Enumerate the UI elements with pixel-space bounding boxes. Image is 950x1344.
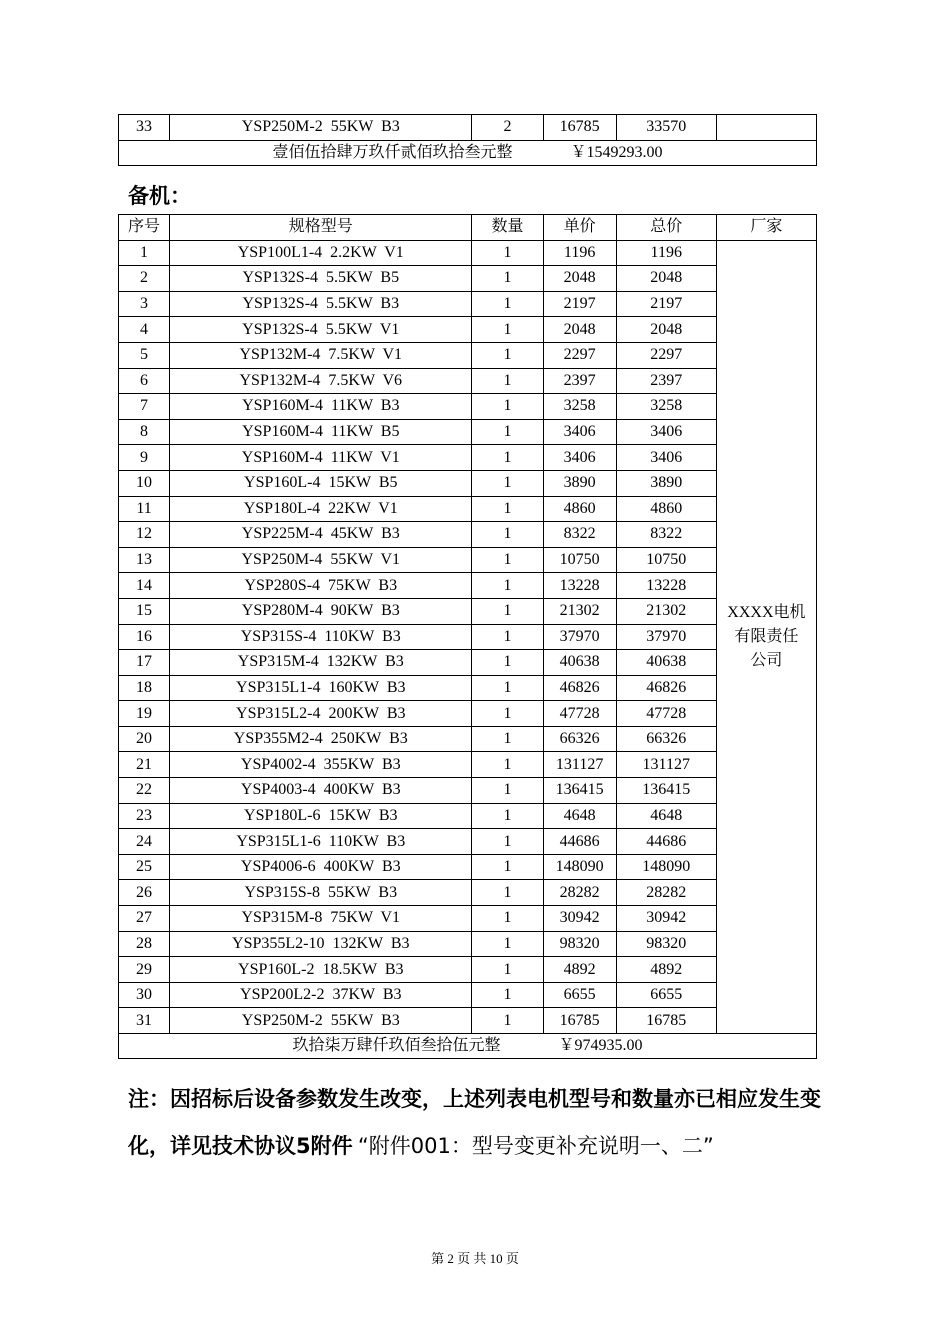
line-total: 6655	[616, 982, 716, 1008]
spare-table-body	[119, 240, 817, 1058]
row-number: 30	[119, 982, 170, 1008]
line-total: 37970	[616, 624, 716, 650]
table-header-row	[119, 215, 817, 241]
quantity: 1	[472, 240, 543, 266]
model-spec: YSP132S-4 5.5KW B5	[170, 266, 472, 292]
quantity: 1	[472, 342, 543, 368]
table-row	[119, 957, 817, 983]
line-total: 46826	[616, 675, 716, 701]
row-number: 16	[119, 624, 170, 650]
manufacturer-name: XXXX电机有限责任公司	[716, 240, 816, 1033]
model-spec: YSP4006-6 400KW B3	[170, 854, 472, 880]
model-spec: YSP160M-4 11KW V1	[170, 445, 472, 471]
model-spec: YSP180L-4 22KW V1	[170, 496, 472, 522]
unit-price: 13228	[543, 573, 616, 599]
quantity: 1	[472, 752, 543, 778]
header-manufacturer: 厂家	[716, 215, 816, 241]
model-spec: YSP160M-4 11KW B3	[170, 394, 472, 420]
line-total: 3890	[616, 470, 716, 496]
model-spec: YSP160M-4 11KW B5	[170, 419, 472, 445]
unit-price: 3406	[543, 419, 616, 445]
note-attachment-ref: “附件001：型号变更补充说明一、二”	[357, 1134, 714, 1158]
table-row	[119, 573, 817, 599]
quantity: 1	[472, 931, 543, 957]
unit-price: 40638	[543, 650, 616, 676]
note-paragraph	[128, 1076, 848, 1170]
line-total: 3406	[616, 419, 716, 445]
row-number: 12	[119, 522, 170, 548]
model-spec: YSP355L2-10 132KW B3	[170, 931, 472, 957]
row-number: 17	[119, 650, 170, 676]
unit-price: 6655	[543, 982, 616, 1008]
row-number: 15	[119, 598, 170, 624]
model-spec: YSP100L1-4 2.2KW V1	[170, 240, 472, 266]
model-spec: YSP160L-2 18.5KW B3	[170, 957, 472, 983]
model-spec: YSP4003-4 400KW B3	[170, 778, 472, 804]
table-row	[119, 496, 817, 522]
table-row	[119, 419, 817, 445]
header-model: 规格型号	[170, 215, 472, 241]
table-row	[119, 598, 817, 624]
unit-price: 131127	[543, 752, 616, 778]
table-row	[119, 701, 817, 727]
table-row	[119, 317, 817, 343]
quantity: 1	[472, 803, 543, 829]
unit-price: 47728	[543, 701, 616, 727]
row-number: 11	[119, 496, 170, 522]
table-row	[119, 931, 817, 957]
quantity: 1	[472, 522, 543, 548]
row-number: 6	[119, 368, 170, 394]
model-spec: YSP200L2-2 37KW B3	[170, 982, 472, 1008]
row-number: 20	[119, 726, 170, 752]
spare-equipment-table	[118, 214, 817, 1059]
model-spec: YSP315M-4 132KW B3	[170, 650, 472, 676]
row-number: 3	[119, 291, 170, 317]
quantity: 1	[472, 829, 543, 855]
row-number: 22	[119, 778, 170, 804]
page-number: 第 2 页 共 10 页	[431, 1251, 519, 1266]
line-total: 2048	[616, 266, 716, 292]
model-spec: YSP132S-4 5.5KW B3	[170, 291, 472, 317]
row-number: 27	[119, 906, 170, 932]
quantity: 1	[472, 854, 543, 880]
quantity: 1	[472, 419, 543, 445]
model-spec: YSP355M2-4 250KW B3	[170, 726, 472, 752]
manufacturer-cell	[716, 115, 816, 141]
header-unit-price: 单价	[543, 215, 616, 241]
total-amount-words: 壹佰伍拾肆万玖仟贰佰玖拾叁元整	[272, 143, 513, 161]
table-row	[119, 752, 817, 778]
total-amount-words: 玖拾柒万肆仟玖佰叁拾伍元整	[292, 1037, 501, 1054]
model-spec: YSP250M-4 55KW V1	[170, 547, 472, 573]
table-row	[119, 624, 817, 650]
line-total: 2048	[616, 317, 716, 343]
quantity: 1	[472, 982, 543, 1008]
table-row	[119, 880, 817, 906]
table-row	[119, 240, 817, 266]
row-number: 29	[119, 957, 170, 983]
table-row	[119, 1008, 817, 1034]
row-number: 10	[119, 470, 170, 496]
unit-price: 30942	[543, 906, 616, 932]
quantity: 1	[472, 1008, 543, 1034]
line-total: 30942	[616, 906, 716, 932]
line-total: 4892	[616, 957, 716, 983]
unit-price: 2397	[543, 368, 616, 394]
quantity: 1	[472, 880, 543, 906]
quantity: 1	[472, 778, 543, 804]
model-spec: YSP132M-4 7.5KW V6	[170, 368, 472, 394]
table-row	[119, 547, 817, 573]
row-number: 25	[119, 854, 170, 880]
line-total: 2297	[616, 342, 716, 368]
unit-price: 66326	[543, 726, 616, 752]
quantity: 1	[472, 266, 543, 292]
table-row	[119, 115, 817, 141]
line-total: 3406	[616, 445, 716, 471]
unit-price: 3258	[543, 394, 616, 420]
unit-price: 8322	[543, 522, 616, 548]
unit-price: 28282	[543, 880, 616, 906]
unit-price: 2048	[543, 266, 616, 292]
row-number: 26	[119, 880, 170, 906]
row-number: 14	[119, 573, 170, 599]
unit-price: 16785	[543, 115, 616, 141]
model-spec: YSP280M-4 90KW B3	[170, 598, 472, 624]
table-row	[119, 675, 817, 701]
table-row	[119, 522, 817, 548]
table-row	[119, 394, 817, 420]
model-spec: YSP250M-2 55KW B3	[170, 115, 472, 141]
section-heading: 备机：	[128, 184, 191, 208]
line-total: 28282	[616, 880, 716, 906]
quantity: 1	[472, 291, 543, 317]
grand-total-row	[119, 1034, 817, 1059]
quantity: 1	[472, 317, 543, 343]
line-total: 47728	[616, 701, 716, 727]
row-number: 4	[119, 317, 170, 343]
main-equipment-table-tail	[118, 114, 817, 166]
unit-price: 136415	[543, 778, 616, 804]
line-total: 40638	[616, 650, 716, 676]
line-total: 10750	[616, 547, 716, 573]
grand-total-cell	[119, 1034, 817, 1059]
row-number: 2	[119, 266, 170, 292]
unit-price: 4892	[543, 957, 616, 983]
unit-price: 2048	[543, 317, 616, 343]
quantity: 1	[472, 957, 543, 983]
unit-price: 4860	[543, 496, 616, 522]
line-total: 33570	[616, 115, 716, 141]
unit-price: 21302	[543, 598, 616, 624]
table-row	[119, 445, 817, 471]
line-total: 16785	[616, 1008, 716, 1034]
table-row	[119, 266, 817, 292]
quantity: 1	[472, 701, 543, 727]
line-total: 1196	[616, 240, 716, 266]
quantity: 1	[472, 470, 543, 496]
model-spec: YSP180L-6 15KW B3	[170, 803, 472, 829]
row-number: 21	[119, 752, 170, 778]
row-number: 19	[119, 701, 170, 727]
table-row	[119, 803, 817, 829]
quantity: 1	[472, 445, 543, 471]
model-spec: YSP315S-8 55KW B3	[170, 880, 472, 906]
row-number: 5	[119, 342, 170, 368]
grand-total-row	[119, 140, 817, 165]
line-total: 4648	[616, 803, 716, 829]
line-total: 148090	[616, 854, 716, 880]
table-row	[119, 982, 817, 1008]
quantity: 1	[472, 496, 543, 522]
table-row	[119, 650, 817, 676]
quantity: 1	[472, 675, 543, 701]
table-row	[119, 829, 817, 855]
table-row	[119, 854, 817, 880]
row-number: 31	[119, 1008, 170, 1034]
quantity: 1	[472, 624, 543, 650]
unit-price: 4648	[543, 803, 616, 829]
line-total: 2397	[616, 368, 716, 394]
model-spec: YSP315S-4 110KW B3	[170, 624, 472, 650]
total-amount-figure: ￥1549293.00	[570, 143, 663, 161]
row-number: 1	[119, 240, 170, 266]
table-row	[119, 906, 817, 932]
header-quantity: 数量	[472, 215, 543, 241]
row-number: 13	[119, 547, 170, 573]
quantity: 1	[472, 726, 543, 752]
table-row	[119, 342, 817, 368]
line-total: 131127	[616, 752, 716, 778]
quantity: 1	[472, 906, 543, 932]
unit-price: 3890	[543, 470, 616, 496]
line-total: 2197	[616, 291, 716, 317]
model-spec: YSP315L2-4 200KW B3	[170, 701, 472, 727]
note-bold-text: 注：因招标后设备参数发生改变，上述列表电机型号和数量亦已相应发生变化，详见技术协议5附件	[128, 1087, 821, 1158]
line-total: 3258	[616, 394, 716, 420]
model-spec: YSP132M-4 7.5KW V1	[170, 342, 472, 368]
unit-price: 2197	[543, 291, 616, 317]
total-amount-figure: ￥974935.00	[558, 1037, 643, 1054]
model-spec: YSP225M-4 45KW B3	[170, 522, 472, 548]
unit-price: 46826	[543, 675, 616, 701]
row-number: 23	[119, 803, 170, 829]
quantity: 1	[472, 394, 543, 420]
row-number: 8	[119, 419, 170, 445]
quantity: 1	[472, 547, 543, 573]
row-number: 9	[119, 445, 170, 471]
line-total: 4860	[616, 496, 716, 522]
model-spec: YSP132S-4 5.5KW V1	[170, 317, 472, 343]
table-row	[119, 470, 817, 496]
unit-price: 16785	[543, 1008, 616, 1034]
line-total: 13228	[616, 573, 716, 599]
row-number: 7	[119, 394, 170, 420]
table-row	[119, 778, 817, 804]
line-total: 44686	[616, 829, 716, 855]
table-row	[119, 291, 817, 317]
model-spec: YSP250M-2 55KW B3	[170, 1008, 472, 1034]
line-total: 136415	[616, 778, 716, 804]
table-row	[119, 726, 817, 752]
unit-price: 2297	[543, 342, 616, 368]
quantity: 2	[472, 115, 543, 141]
row-number: 18	[119, 675, 170, 701]
header-number: 序号	[119, 215, 170, 241]
unit-price: 3406	[543, 445, 616, 471]
unit-price: 37970	[543, 624, 616, 650]
unit-price: 98320	[543, 931, 616, 957]
unit-price: 1196	[543, 240, 616, 266]
model-spec: YSP160L-4 15KW B5	[170, 470, 472, 496]
line-total: 66326	[616, 726, 716, 752]
quantity: 1	[472, 368, 543, 394]
row-number: 24	[119, 829, 170, 855]
model-spec: YSP315M-8 75KW V1	[170, 906, 472, 932]
model-spec: YSP315L1-6 110KW B3	[170, 829, 472, 855]
row-number: 33	[119, 115, 170, 141]
quantity: 1	[472, 573, 543, 599]
line-total: 21302	[616, 598, 716, 624]
quantity: 1	[472, 598, 543, 624]
unit-price: 148090	[543, 854, 616, 880]
model-spec: YSP280S-4 75KW B3	[170, 573, 472, 599]
model-spec: YSP315L1-4 160KW B3	[170, 675, 472, 701]
unit-price: 44686	[543, 829, 616, 855]
row-number: 28	[119, 931, 170, 957]
line-total: 8322	[616, 522, 716, 548]
quantity: 1	[472, 650, 543, 676]
line-total: 98320	[616, 931, 716, 957]
model-spec: YSP4002-4 355KW B3	[170, 752, 472, 778]
table-row	[119, 368, 817, 394]
header-total: 总价	[616, 215, 716, 241]
unit-price: 10750	[543, 547, 616, 573]
grand-total-cell	[119, 140, 817, 165]
